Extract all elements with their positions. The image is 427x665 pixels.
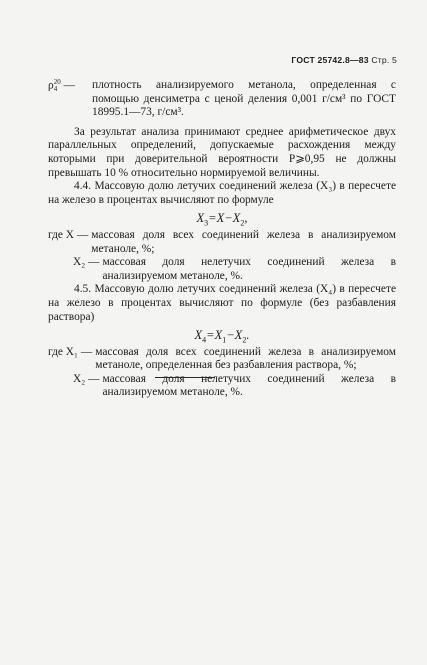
definition-x: где X — массовая доля всех соединений железа в анализируемом метаноле, %; — [48, 228, 396, 255]
formula-x4: $X_4=X_1-X_2$. — [194, 328, 250, 345]
rho-dash: — — [60, 79, 75, 92]
rho-sub: 4 — [53, 85, 58, 93]
result-paragraph: За результат анализа принимают среднее арифметическое двух параллельных определений, допускаемые расхождения между которыми при доверительной вероятности P⩾0,95 не должны превышать 10 % относительно нормируемой величины. — [48, 125, 396, 179]
formula-x3: $X_3=X-X_2$, — [196, 211, 248, 228]
page-number: Стр. 5 — [371, 55, 397, 65]
section-4-5-text: 4.5. Массовую долю летучих соединений железа (X₄) в пересчете на железо в процентах вычисляют по формуле (без разбавления раствора) — [48, 283, 396, 323]
page-header — [291, 55, 397, 65]
rho-label — [48, 79, 92, 120]
section-4-4-text: 4.4. Массовую долю летучих соединений железа (X₃) в пересчете на железо в процентах вычисляют по формуле — [48, 180, 396, 206]
definition-x2: X₂ — массовая доля нелетучих соединений железа в анализируемом метаноле, %. — [73, 256, 396, 282]
rho-text: плотность анализируемого метанола, определенная с помощью денсиметра с ценой деления 0,001 г/см³ по ГОСТ 18995.1—73, г/см³. — [92, 79, 396, 119]
definition-x2-second: X₂ — массовая доля нелетучих соединений железа в анализируемом метаноле, %. — [73, 372, 396, 399]
rho-definition — [48, 79, 396, 120]
definition-x1: где X₁ — массовая доля всех соединений железа в анализируемом метаноле, определенная без разбавления раствора, %; — [48, 345, 396, 372]
document-body — [48, 79, 396, 400]
rho-symbol: ρ — [48, 79, 54, 92]
end-rule — [155, 377, 215, 378]
rho-sup: 20 — [53, 78, 61, 86]
doc-code: ГОСТ 25742.8—83 — [291, 55, 369, 65]
